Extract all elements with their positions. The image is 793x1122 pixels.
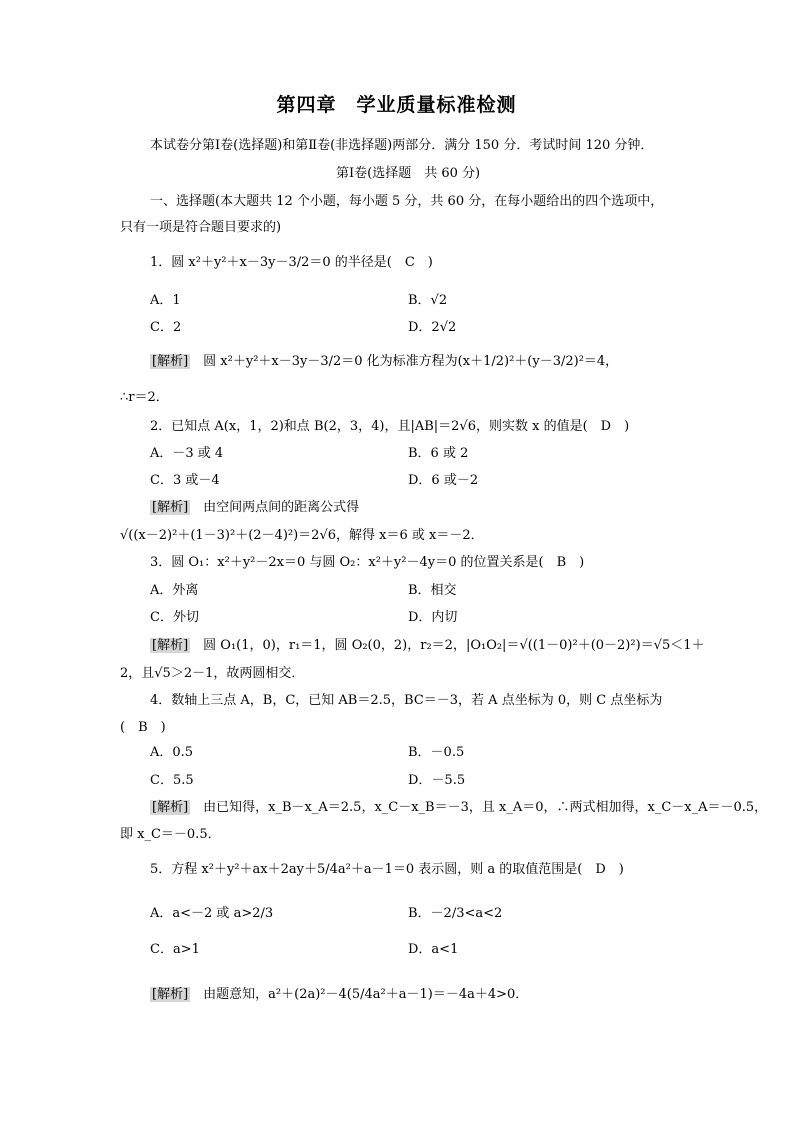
q1-option-d: D．2√2 xyxy=(408,320,457,335)
q1-option-c: C．2 xyxy=(150,320,182,335)
q3-explanation xyxy=(150,637,705,655)
explanation-tag: [解析] xyxy=(152,500,189,515)
q1-explanation-text: 圆 x²＋y²＋x－3y－3/2＝0 化为标准方程为(x＋1/2)²＋(y－3/2)²＝4， xyxy=(203,354,619,369)
q5-option-d: D．a<1 xyxy=(408,942,459,957)
q2-option-d: D．6 或－2 xyxy=(408,473,479,488)
q5-option-a: A．a<－2 或 a>2/3 xyxy=(150,906,274,921)
part-heading: 第Ⅰ卷(选择题 共 60 分) xyxy=(336,166,481,181)
q2-option-b: B．6 或 2 xyxy=(408,446,469,461)
q5-explanation-text: 由题意知，a²＋(2a)²－4(5/4a²＋a－1)＝－4a＋4>0． xyxy=(203,987,529,1002)
q3-option-d: D．内切 xyxy=(408,610,458,625)
q4-explanation-line2: 即 x_C＝－0.5． xyxy=(120,827,221,842)
explanation-tag: [解析] xyxy=(152,354,189,369)
explanation-tag: [解析] xyxy=(152,638,189,653)
q5-explanation xyxy=(150,986,528,1004)
exam-intro: 本试卷分第Ⅰ卷(选择题)和第Ⅱ卷(非选择题)两部分．满分 150 分．考试时间 120 分钟． xyxy=(150,138,654,153)
q1-option-a: A．1 xyxy=(150,293,181,308)
q3-option-b: B．相交 xyxy=(408,583,457,598)
q2-option-a: A．－3 或 4 xyxy=(150,446,224,461)
q5-option-c: C．a>1 xyxy=(150,942,200,957)
q1-stem: 1．圆 x²＋y²＋x－3y－3/2＝0 的半径是( C ) xyxy=(150,255,433,270)
section-instructions-1: 一、选择题(本大题共 12 个小题，每小题 5 分，共 60 分，在每小题给出的四个选项中， xyxy=(150,194,664,209)
q3-stem: 3．圆 O₁：x²＋y²－2x＝0 与圆 O₂：x²＋y²－4y＝0 的位置关系是( B ) xyxy=(150,555,585,570)
explanation-tag: [解析] xyxy=(152,987,189,1002)
q4-explanation xyxy=(150,799,767,817)
q1-option-b: B．√2 xyxy=(408,293,448,308)
q5-stem: 5．方程 x²＋y²＋ax＋2ay＋5/4a²＋a－1＝0 表示圆，则 a 的取值范围是( D ) xyxy=(150,862,624,877)
q5-option-b: B．－2/3<a<2 xyxy=(408,906,503,921)
q2-explanation-text: 由空间两点间的距离公式得 xyxy=(203,500,360,515)
q4-stem-line2: ( B ) xyxy=(120,720,166,735)
q4-stem: 4．数轴上三点 A，B，C，已知 AB＝2.5，BC＝－3，若 A 点坐标为 0，则 C 点坐标为 xyxy=(150,693,663,708)
q2-explanation xyxy=(150,499,359,517)
q2-explanation-line2: √((x－2)²＋(1－3)²＋(2－4)²)＝2√6，解得 x＝6 或 x＝－2． xyxy=(120,528,484,543)
section-instructions-2: 只有一项是符合题目要求的) xyxy=(120,220,282,235)
q1-explanation-line2: ∴r＝2． xyxy=(120,390,169,405)
page-title: 第四章 学业质量标准检测 xyxy=(276,94,517,116)
q3-explanation-text: 圆 O₁(1，0)，r₁＝1，圆 O₂(0，2)，r₂＝2，|O₁O₂|＝√((1－0)²＋(0－2)²)＝√5＜1＋ xyxy=(203,638,705,653)
q2-option-c: C．3 或－4 xyxy=(150,473,220,488)
q2-stem: 2．已知点 A(x，1，2)和点 B(2，3，4)，且|AB|＝2√6，则实数 x 的值是( D ) xyxy=(150,419,630,434)
q3-explanation-line2: 2，且√5＞2－1，故两圆相交． xyxy=(120,666,305,681)
q4-option-c: C．5.5 xyxy=(150,773,194,788)
q3-option-a: A．外离 xyxy=(150,583,199,598)
q4-option-d: D．－5.5 xyxy=(408,773,466,788)
q4-option-a: A．0.5 xyxy=(150,745,194,760)
q4-option-b: B．－0.5 xyxy=(408,745,465,760)
q1-explanation xyxy=(150,353,618,371)
q4-explanation-text: 由已知得，x_B－x_A＝2.5，x_C－x_B＝－3，且 x_A＝0，∴两式相加得，x_C－x_A＝－0.5， xyxy=(203,800,768,815)
q3-option-c: C．外切 xyxy=(150,610,199,625)
explanation-tag: [解析] xyxy=(152,800,189,815)
